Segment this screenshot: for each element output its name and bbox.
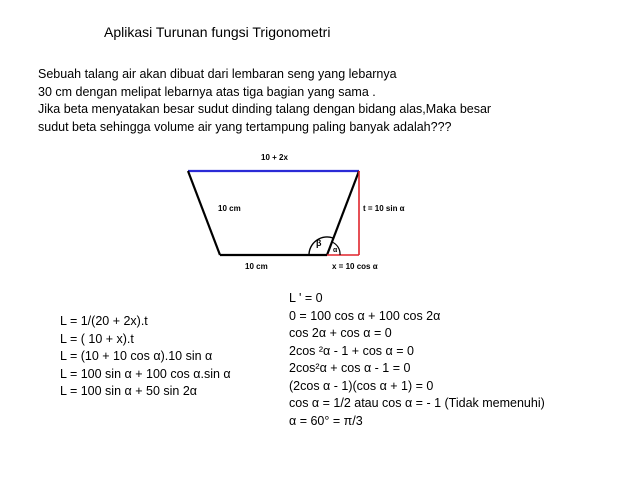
equation-line: L = ( 10 + x).t — [60, 331, 134, 346]
height-label: t = 10 sin α — [363, 204, 405, 213]
equation-line: 0 = 100 cos α + 100 cos 2α — [289, 308, 441, 323]
equation-line: 2cos ²α - 1 + cos α = 0 — [289, 343, 414, 358]
equation-line: L = 1/(20 + 2x).t — [60, 314, 148, 328]
equation-line: L = 100 sin α + 100 cos α.sin α — [60, 366, 231, 381]
problem-line: Sebuah talang air akan dibuat dari lembaran seng yang lebarnya — [38, 67, 397, 81]
alpha-label: α — [333, 247, 338, 254]
equation-line: cos α = 1/2 atau cos α = - 1 (Tidak memenuhi) — [289, 396, 545, 410]
equation-line: L ' = 0 — [289, 291, 323, 305]
right-wall — [327, 171, 359, 255]
derivative-solution — [289, 290, 545, 430]
page-title: Aplikasi Turunan fungsi Trigonometri — [104, 24, 331, 40]
problem-line: sudut beta sehingga volume air yang tertampung paling banyak adalah??? — [38, 119, 452, 134]
x-label: x = 10 cos α — [332, 262, 378, 271]
problem-statement — [38, 66, 628, 136]
equation-line: cos 2α + cos α = 0 — [289, 326, 392, 340]
base-length-label: 10 cm — [245, 262, 268, 271]
left-wall — [188, 171, 220, 255]
equation-line: L = (10 + 10 cos α).10 sin α — [60, 349, 213, 363]
side-length-label: 10 cm — [218, 204, 241, 213]
beta-label: β — [316, 238, 322, 248]
problem-line: 30 cm dengan melipat lebarnya atas tiga bagian yang sama . — [38, 84, 376, 99]
area-derivation — [60, 313, 231, 401]
problem-line: Jika beta menyatakan besar sudut dinding talang dengan bidang alas,Maka besar — [38, 102, 492, 116]
equation-line: L = 100 sin α + 50 sin 2α — [60, 384, 197, 398]
equation-line: 2cos²α + cos α - 1 = 0 — [289, 361, 411, 375]
equation-line: α = 60° = π/3 — [289, 413, 363, 428]
top-width-label: 10 + 2x — [261, 153, 288, 162]
equation-line: (2cos α - 1)(cos α + 1) = 0 — [289, 378, 434, 393]
gutter-diagram — [178, 148, 408, 278]
